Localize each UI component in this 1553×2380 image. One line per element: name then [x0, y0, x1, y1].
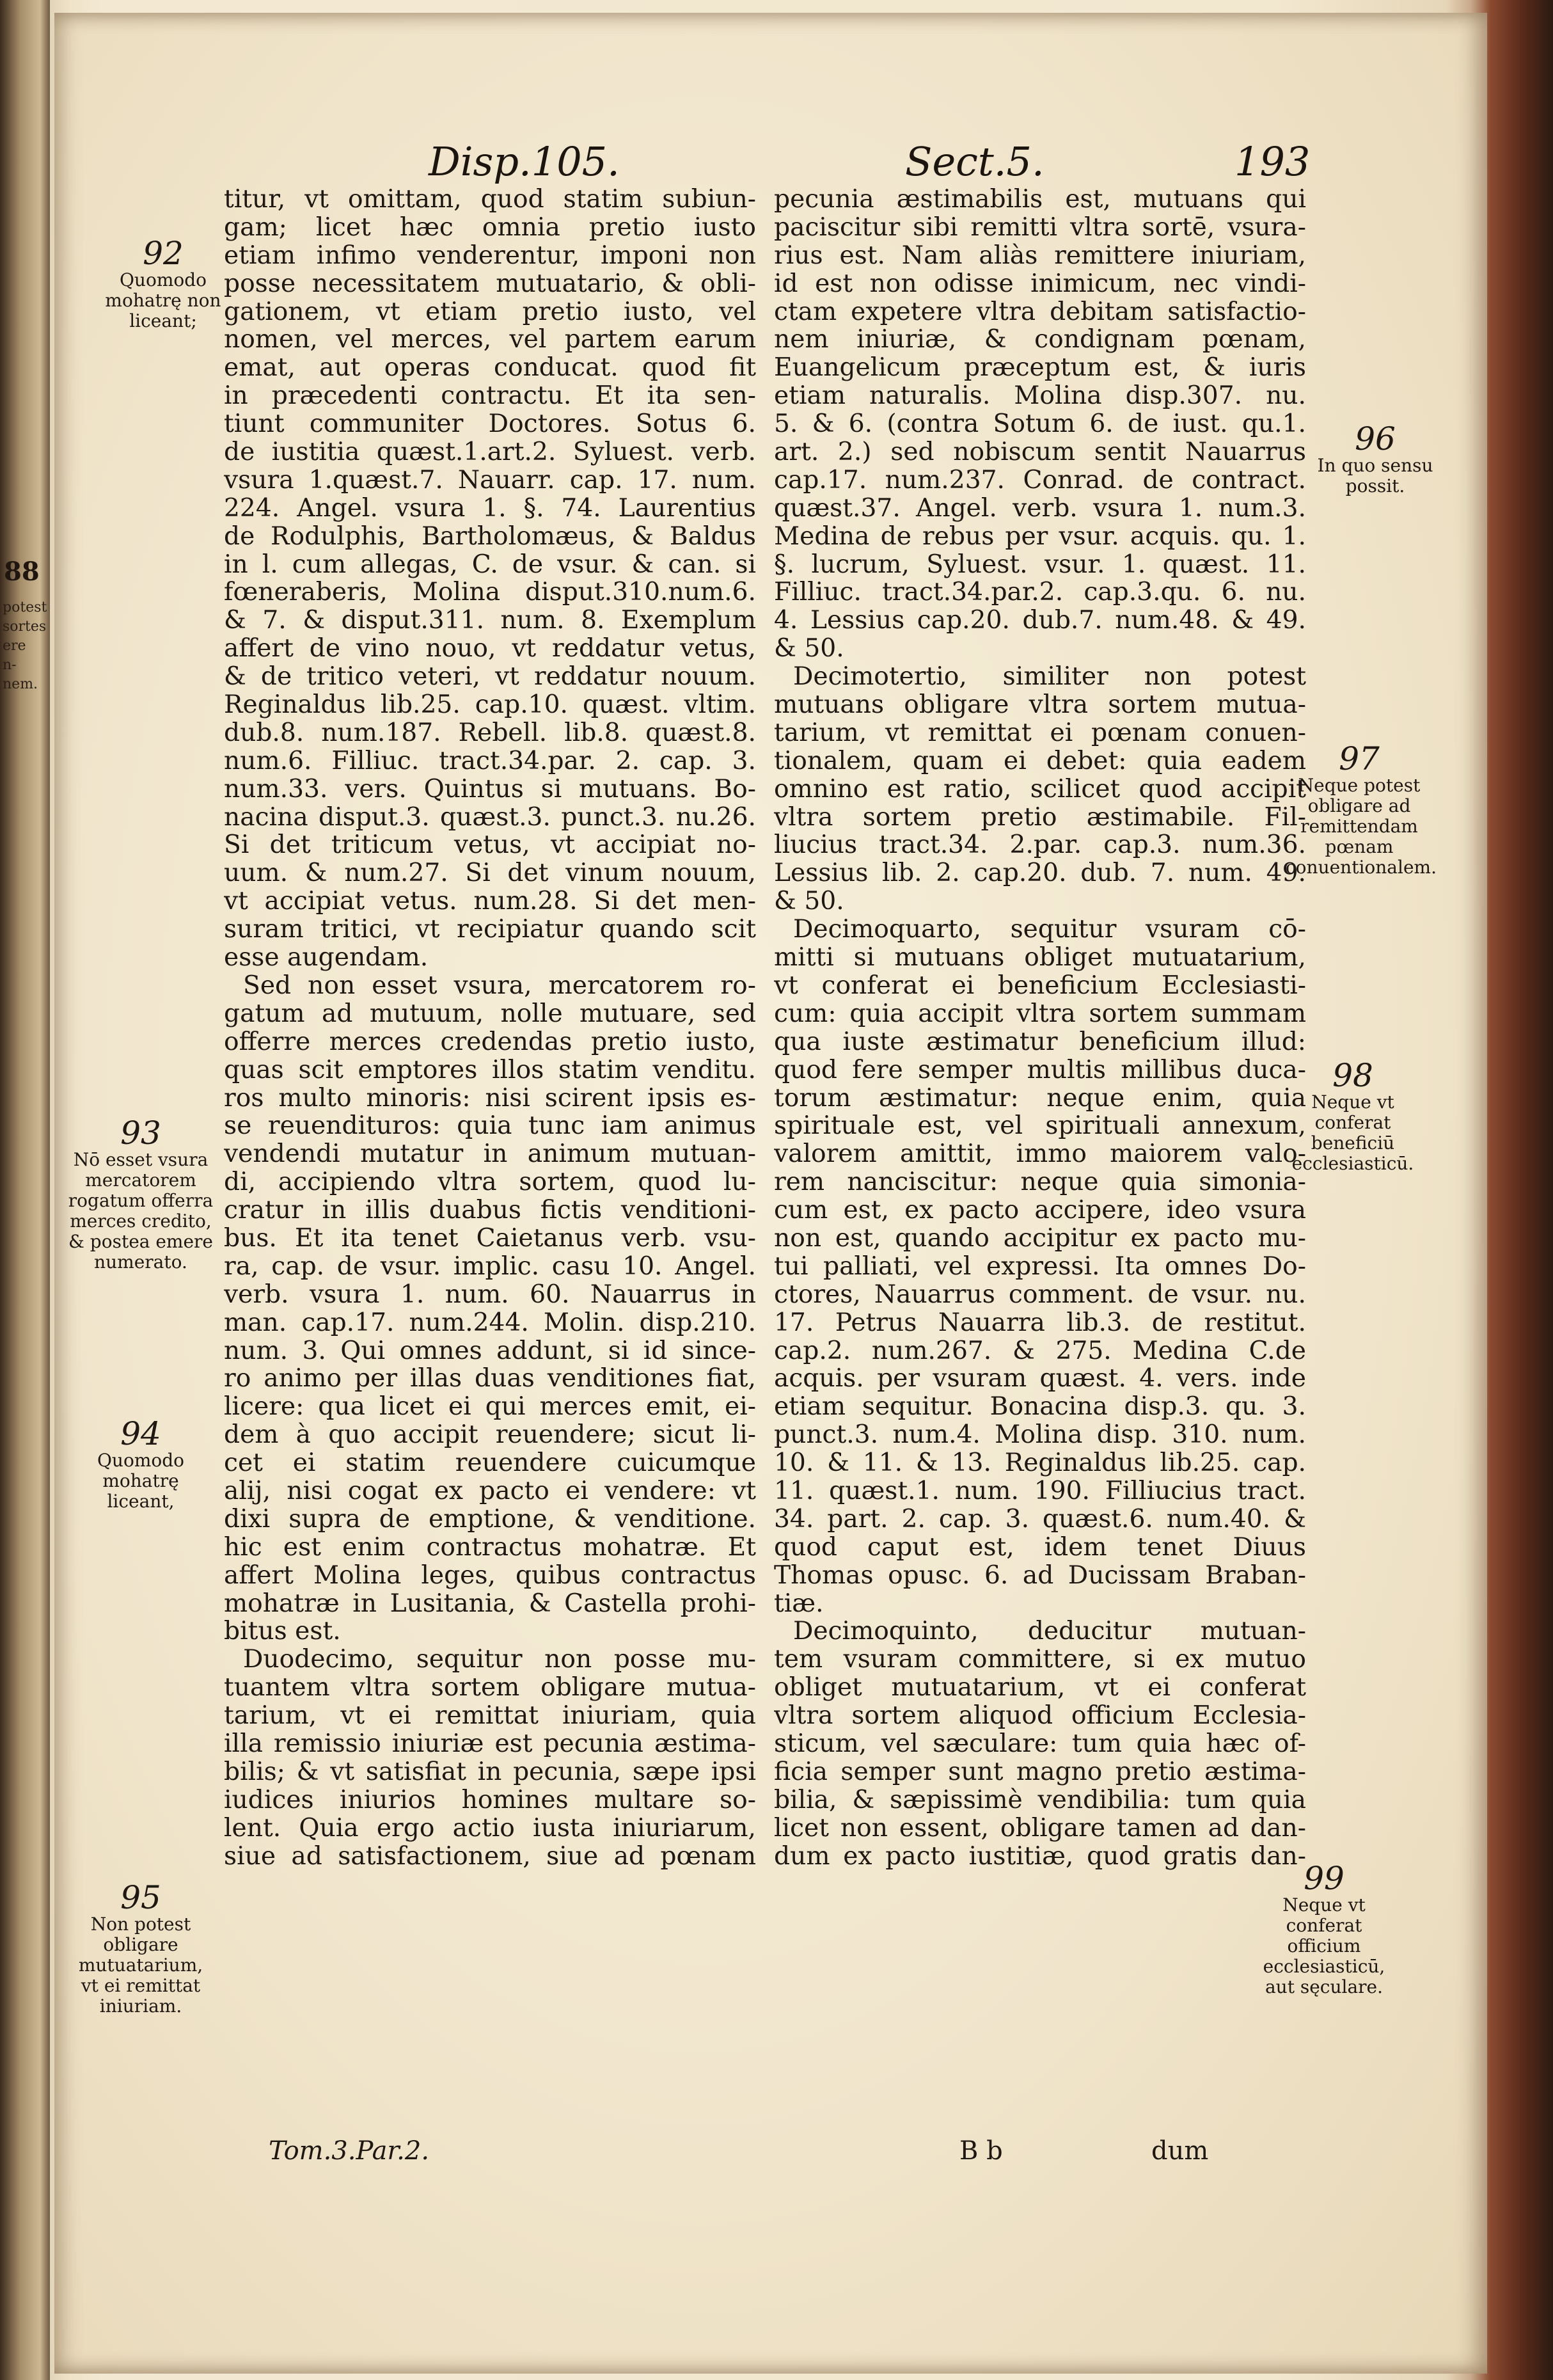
text-line: tem vsuram committere, si ex mutuo [774, 1646, 1306, 1674]
text-line: sticum, vel sæculare: tum quia hæc of- [774, 1729, 1306, 1758]
text-line: se reuendituros: quia tunc iam animus [224, 1112, 756, 1141]
margin-note-92: 92 Quomodo mohatrę non liceant; [105, 235, 221, 331]
text-line: de iustitia quæst.1.art.2. Syluest. verb. [224, 438, 756, 466]
text-line: paciscitur sibi remitti vltra sortē, vsura- [774, 213, 1306, 242]
text-line: & de tritico veteri, vt reddatur nouum. [224, 663, 756, 692]
margin-note-96: 96 In quo sensu possit. [1317, 420, 1433, 496]
text-line: lent. Quia ergo actio iusta iniuriarum, [224, 1814, 756, 1843]
text-line: ra, cap. de vsur. implic. casu 10. Angel. [224, 1252, 756, 1281]
text-line: obliget mutuatarium, vt ei conferat [774, 1674, 1306, 1702]
text-line: mohatræ in Lusitania, & Castella prohi- [224, 1589, 756, 1618]
text-line: affert de vino nouo, vt reddatur vetus, [224, 635, 756, 663]
text-line: num.6. Filliuc. tract.34.par. 2. cap. 3. [224, 747, 756, 775]
text-line: tui palliati, vel expressi. Ita omnes Do- [774, 1252, 1306, 1281]
left-page-edge [0, 0, 50, 2380]
text-line: 11. quæst.1. num. 190. Filliucius tract. [774, 1477, 1306, 1505]
text-line: vltra sortem aliquod officium Ecclesia- [774, 1702, 1306, 1730]
catchword: dum [1151, 2136, 1209, 2166]
text-line: punct.3. num.4. Molina disp. 310. num. [774, 1421, 1306, 1450]
text-line: 17. Petrus Nauarra lib.3. de restitut. [774, 1308, 1306, 1337]
text-line: nacina disput.3. quæst.3. punct.3. nu.26. [224, 803, 756, 832]
margin-note-99: 99 Neque vt conferat officium ecclesiasticū, aut sęculare. [1263, 1860, 1385, 1997]
text-line: tarium, vt remittat ei pœnam conuen- [774, 718, 1306, 747]
text-line: art. 2.) sed nobiscum sentit Nauarrus [774, 438, 1306, 466]
text-line: 34. part. 2. cap. 3. quæst.6. num.40. & [774, 1505, 1306, 1534]
text-line: ctores, Nauarrus comment. de vsur. nu. [774, 1280, 1306, 1309]
text-line: vt accipiat vetus. num.28. Si det men- [224, 887, 756, 916]
text-line: id est non odisse inimicum, nec vindi- [774, 269, 1306, 298]
margin-note-98: 98 Neque vt conferat beneficiū ecclesiasticū. [1291, 1057, 1414, 1174]
text-line: etiam naturalis. Molina disp.307. nu. [774, 382, 1306, 411]
text-line: tiæ. [774, 1589, 824, 1618]
text-line: de Rodulphis, Bartholomæus, & Baldus [224, 522, 756, 551]
text-line: alij, nisi cogat ex pacto ei vendere: vt [224, 1477, 756, 1505]
text-line: 10. & 11. & 13. Reginaldus lib.25. cap. [774, 1449, 1306, 1477]
text-line: nem iniuriæ, & condignam pœnam, [774, 326, 1306, 354]
gathering-signature: B b [959, 2136, 1003, 2166]
text-line: gam; licet hæc omnia pretio iusto [224, 213, 756, 242]
text-line: quod caput est, idem tenet Diuus [774, 1533, 1306, 1562]
text-line: titur, vt omittam, quod statim subiun- [224, 186, 756, 214]
text-line: num. 3. Qui omnes addunt, si id sincе- [224, 1337, 756, 1365]
text-line: dem à quo accipit reuendere; sicut li- [224, 1421, 756, 1450]
text-line: Duodecimo, sequitur non posse mu- [243, 1646, 756, 1674]
text-line: vt conferat ei beneficium Ecclesiasti- [774, 971, 1306, 1000]
text-line: etiam sequitur. Bonacina disp.3. qu. 3. [774, 1393, 1306, 1422]
text-line: bilis; & vt satisfiat in pecunia, sæpe ipsi [224, 1757, 756, 1786]
text-line: in præcedenti contractu. Et ita sen- [224, 382, 756, 411]
text-line: mitti si mutuans obliget mutuatarium, [774, 944, 1306, 972]
text-line: vsura 1.quæst.7. Nauarr. cap. 17. num. [224, 466, 756, 495]
text-line: Thomas opusc. 6. ad Ducissam Braban- [774, 1561, 1306, 1590]
text-line: illa remissio iniuriæ est pecunia æstima- [224, 1729, 756, 1758]
left-page-margin-number: 88 [4, 557, 40, 587]
text-line: licere: qua licet ei qui merces emit, ei- [224, 1393, 756, 1422]
text-line: rem nanciscitur: neque quia simonia- [774, 1168, 1306, 1197]
text-line: Reginaldus lib.25. cap.10. quæst. vltim. [224, 691, 756, 719]
text-line: fœneraberis, Molina disput.310.num.6. [224, 578, 756, 607]
text-line: 4. Lessius cap.20. dub.7. num.48. & 49. [774, 607, 1306, 635]
text-line: cap.2. num.267. & 275. Medina C.de [774, 1337, 1306, 1365]
text-line: Decimotertio, similiter non potest [793, 663, 1306, 692]
text-line: ro animo per illas duas venditiones fiat, [224, 1365, 756, 1393]
text-line: quas scit emptores illos statim venditu. [224, 1056, 756, 1084]
text-line: cratur in illis duabus fictis venditioni- [224, 1196, 756, 1225]
text-line: Decimoquarto, sequitur vsuram cō- [793, 916, 1306, 944]
text-line: valorem amittit, immo maiorem valo- [774, 1140, 1306, 1169]
text-line: rius est. Nam aliàs remittere iniuriam, [774, 241, 1306, 270]
text-line: bus. Et ita tenet Caietanus verb. vsu- [224, 1224, 756, 1253]
text-column-left [224, 186, 756, 1870]
text-line: torum æstimatur: neque enim, quia [774, 1084, 1306, 1113]
text-line: ros multo minoris: nisi scirent ipsis es- [224, 1084, 756, 1113]
margin-note-94: 94 Quomodo mohatrę liceant, [97, 1415, 185, 1512]
text-line: dum ex pacto iustitiæ, quod gratis dan- [774, 1842, 1306, 1871]
text-line: siue ad satisfactionem, siue ad pœnam [224, 1842, 756, 1871]
text-line: pecunia æstimabilis est, mutuans qui [774, 186, 1306, 214]
text-line: etiam infimo venderentur, imponi non [224, 241, 756, 270]
text-line: Euangelicum præceptum est, & iuris [774, 354, 1306, 383]
text-line: 224. Angel. vsura 1. §. 74. Laurentius [224, 494, 756, 523]
text-line: gationem, vt etiam pretio iusto, vel [224, 298, 756, 326]
text-line: cum: quia accipit vltra sortem summam [774, 999, 1306, 1028]
text-line: dixi supra de emptione, & venditione. [224, 1505, 756, 1534]
text-line: Sed non esset vsura, mercatorem ro- [243, 971, 756, 1000]
text-line: num.33. vers. Quintus si mutuans. Bo- [224, 775, 756, 804]
page-number: 193 [1234, 138, 1311, 185]
text-line: Lessius lib. 2. cap.20. dub. 7. num. 49. [774, 859, 1306, 888]
text-line: affert Molina leges, quibus contractus [224, 1561, 756, 1590]
text-line: di, accipiendo vltra sortem, quod lu- [224, 1168, 756, 1197]
text-line: bilia, & sæpissimè vendibilia: tum quia [774, 1786, 1306, 1814]
text-line: uum. & num.27. Si det vinum nouum, [224, 859, 756, 888]
text-line: tionalem, quam ei debet: quia eadem [774, 747, 1306, 775]
text-line: ctam expetere vltra debitam satisfactio- [774, 298, 1306, 326]
left-page-margin-note: potest sortes ere n- nem. [3, 599, 47, 692]
text-line: quod fere semper multis millibus duca- [774, 1056, 1306, 1084]
text-line: tarium, vt ei remittat iniuriam, quia [224, 1702, 756, 1730]
text-line: Medina de rebus per vsur. acquis. qu. 1. [774, 522, 1306, 551]
text-line: & 50. [774, 887, 844, 916]
text-line: cap.17. num.237. Conrad. de contract. [774, 466, 1306, 495]
text-line: bitus est. [224, 1617, 341, 1646]
margin-note-95: 95 Non potest obligare mutuatarium, vt ei remittat iniuriam. [78, 1879, 203, 2017]
text-line: cet ei statim reuendere cuicumque [224, 1449, 756, 1477]
text-line: spirituale est, vel spirituali annexum, [774, 1112, 1306, 1141]
text-line: liucius tract.34. 2.par. cap.3. num.36. [774, 831, 1306, 860]
text-line: Filliuc. tract.34.par.2. cap.3.qu. 6. nu. [774, 578, 1306, 607]
volume-signature: Tom.3.Par.2. [269, 2136, 430, 2166]
text-line: emat, aut operas conducat. quod fit [224, 354, 756, 383]
text-line: dub.8. num.187. Rebell. lib.8. quæst.8. [224, 718, 756, 747]
text-line: iudices iniurios homines multare so- [224, 1786, 756, 1814]
text-line: cum est, ex pacto accipere, ideo vsura [774, 1196, 1306, 1225]
text-line: offerre merces credendas pretio iusto, [224, 1027, 756, 1056]
text-line: verb. vsura 1. num. 60. Nauarrus in [224, 1280, 756, 1309]
text-line: suram tritici, vt recipiatur quando scit [224, 916, 756, 944]
text-line: & 50. [774, 635, 844, 663]
margin-note-97: 97 Neque potest obligare ad remittendam pœnam conuentionalem. [1286, 740, 1437, 878]
text-line: omnino est ratio, scilicet quod accipit [774, 775, 1306, 804]
text-line: mutuans obligare vltra sortem mutua- [774, 691, 1306, 719]
text-line: & 7. & disput.311. num. 8. Exemplum [224, 607, 756, 635]
text-line: qua iuste æstimatur beneficium illud: [774, 1027, 1306, 1056]
text-line: Si det triticum vetus, vt accipiat no- [224, 831, 756, 860]
running-head-disputation: Disp.105. [429, 138, 620, 185]
text-line: tiunt communiter Doctores. Sotus 6. [224, 410, 756, 439]
text-line: nomen, vel merces, vel partem earum [224, 326, 756, 354]
text-line: esse augendam. [224, 944, 429, 972]
text-line: licet non essent, obligare tamen ad dan- [774, 1814, 1306, 1843]
text-line: 5. & 6. (contra Sotum 6. de iust. qu.1. [774, 410, 1306, 439]
text-line: hic est enim contractus mohatræ. Et [224, 1533, 756, 1562]
text-line: tuantem vltra sortem obligare mutua- [224, 1674, 756, 1702]
text-line: §. lucrum, Syluest. vsur. 1. quæst. 11. [774, 550, 1306, 579]
running-head-section: Sect.5. [905, 138, 1045, 185]
text-column-right [774, 186, 1306, 1870]
text-line: quæst.37. Angel. verb. vsura 1. num.3. [774, 494, 1306, 523]
margin-note-93: 93 Nō esset vsura mercatorem rogatum offerra merces credito, & postea emere numerato. [68, 1115, 214, 1273]
text-line: non est, quando accipitur ex pacto mu- [774, 1224, 1306, 1253]
text-line: man. cap.17. num.244. Molin. disp.210. [224, 1308, 756, 1337]
text-line: in l. cum allegas, C. de vsur. & can. si [224, 550, 756, 579]
text-line: acquis. per vsuram quæst. 4. vers. inde [774, 1365, 1306, 1393]
text-line: Decimoquinto, deducitur mutuan- [793, 1617, 1306, 1646]
text-line: gatum ad mutuum, nolle mutuare, sed [224, 999, 756, 1028]
text-line: vltra sortem pretio æstimabile. Fil- [774, 803, 1306, 832]
text-line: posse necessitatem mutuatario, & obli- [224, 269, 756, 298]
text-line: ficia semper sunt magno pretio æstima- [774, 1757, 1306, 1786]
text-line: vendendi mutatur in animum mutuan- [224, 1140, 756, 1169]
